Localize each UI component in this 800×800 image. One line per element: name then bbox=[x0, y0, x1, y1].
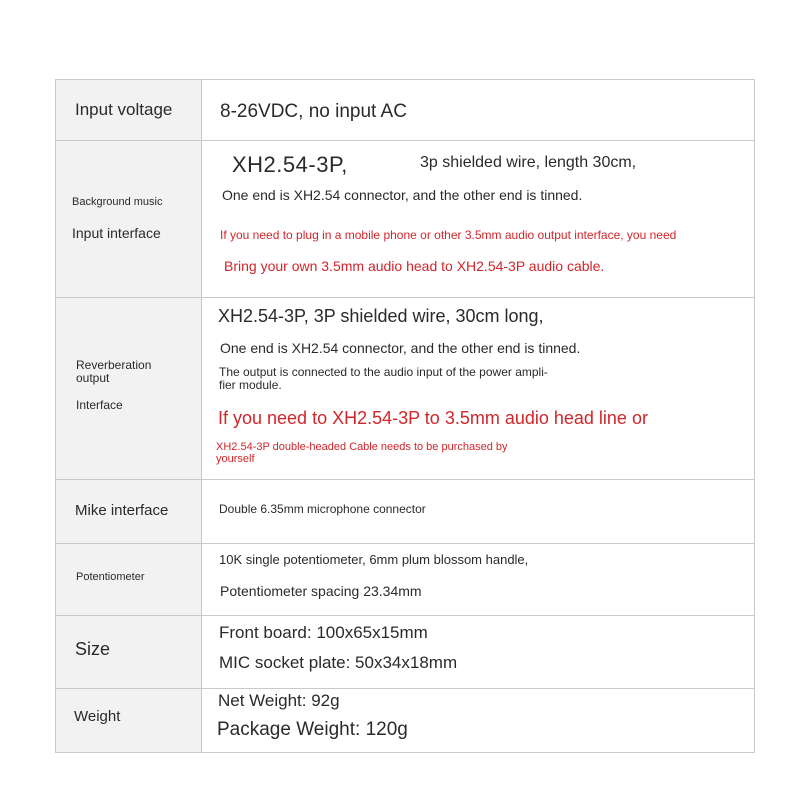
row-label: output bbox=[76, 371, 110, 385]
row-label: Potentiometer bbox=[76, 571, 145, 583]
row-label: Weight bbox=[74, 708, 121, 725]
value-line: Net Weight: 92g bbox=[218, 691, 340, 710]
row-label-cell bbox=[56, 544, 202, 615]
value-line: fier module. bbox=[219, 378, 282, 392]
row-value-cell bbox=[202, 480, 754, 543]
value-line: Front board: 100x65x15mm bbox=[219, 623, 428, 642]
value-line-warning: If you need to plug in a mobile phone or other 3.5mm audio output interface, you need bbox=[220, 228, 677, 242]
value-line: XH2.54-3P, 3P shielded wire, 30cm long, bbox=[218, 306, 544, 326]
value-line: One end is XH2.54 connector, and the other end is tinned. bbox=[220, 340, 581, 356]
table-row-reverberation bbox=[56, 298, 754, 480]
row-value-cell bbox=[202, 141, 754, 297]
value-line: 10K single potentiometer, 6mm plum blossom handle, bbox=[219, 552, 529, 567]
value-line-warning: Bring your own 3.5mm audio head to XH2.54-3P audio cable. bbox=[224, 258, 605, 274]
value-line: Potentiometer spacing 23.34mm bbox=[220, 583, 422, 599]
row-label-cell bbox=[56, 616, 202, 688]
row-value-cell bbox=[202, 689, 754, 752]
row-value-cell bbox=[202, 544, 754, 615]
value-line: XH2.54-3P, bbox=[232, 152, 348, 177]
row-label: Reverberation bbox=[76, 358, 152, 372]
value-line: One end is XH2.54 connector, and the other end is tinned. bbox=[222, 187, 583, 203]
value-line-warning: If you need to XH2.54-3P to 3.5mm audio head line or bbox=[218, 408, 648, 428]
table-row-mike-interface bbox=[56, 480, 754, 544]
table-row-potentiometer bbox=[56, 544, 754, 616]
row-value-cell bbox=[202, 298, 754, 479]
row-label-small: Background music bbox=[72, 196, 163, 208]
row-label-cell bbox=[56, 689, 202, 752]
value-line: MIC socket plate: 50x34x18mm bbox=[219, 653, 458, 672]
row-label-cell bbox=[56, 80, 202, 140]
value-line-warning: yourself bbox=[216, 453, 255, 465]
row-value: Double 6.35mm microphone connector bbox=[219, 502, 426, 516]
row-value: 8-26VDC, no input AC bbox=[220, 101, 407, 122]
table-row-input-voltage bbox=[56, 80, 754, 141]
spec-table bbox=[55, 79, 755, 753]
row-label-cell bbox=[56, 141, 202, 297]
value-line: 3p shielded wire, length 30cm, bbox=[420, 154, 637, 171]
row-label: Input voltage bbox=[75, 100, 173, 119]
table-row-background-music bbox=[56, 141, 754, 298]
row-value-cell bbox=[202, 616, 754, 688]
row-label-cell bbox=[56, 298, 202, 479]
value-line: Package Weight: 120g bbox=[217, 719, 408, 740]
row-value-cell bbox=[202, 80, 754, 140]
row-label: Mike interface bbox=[75, 502, 169, 519]
row-label: Size bbox=[75, 639, 111, 659]
row-label: Interface bbox=[76, 398, 123, 412]
row-label: Input interface bbox=[72, 225, 161, 241]
table-row-weight bbox=[56, 689, 754, 752]
row-label-cell bbox=[56, 480, 202, 543]
value-line-warning: XH2.54-3P double-headed Cable needs to be purchased by bbox=[216, 441, 508, 453]
table-row-size bbox=[56, 616, 754, 689]
value-line: The output is connected to the audio input of the power ampli- bbox=[219, 365, 548, 379]
